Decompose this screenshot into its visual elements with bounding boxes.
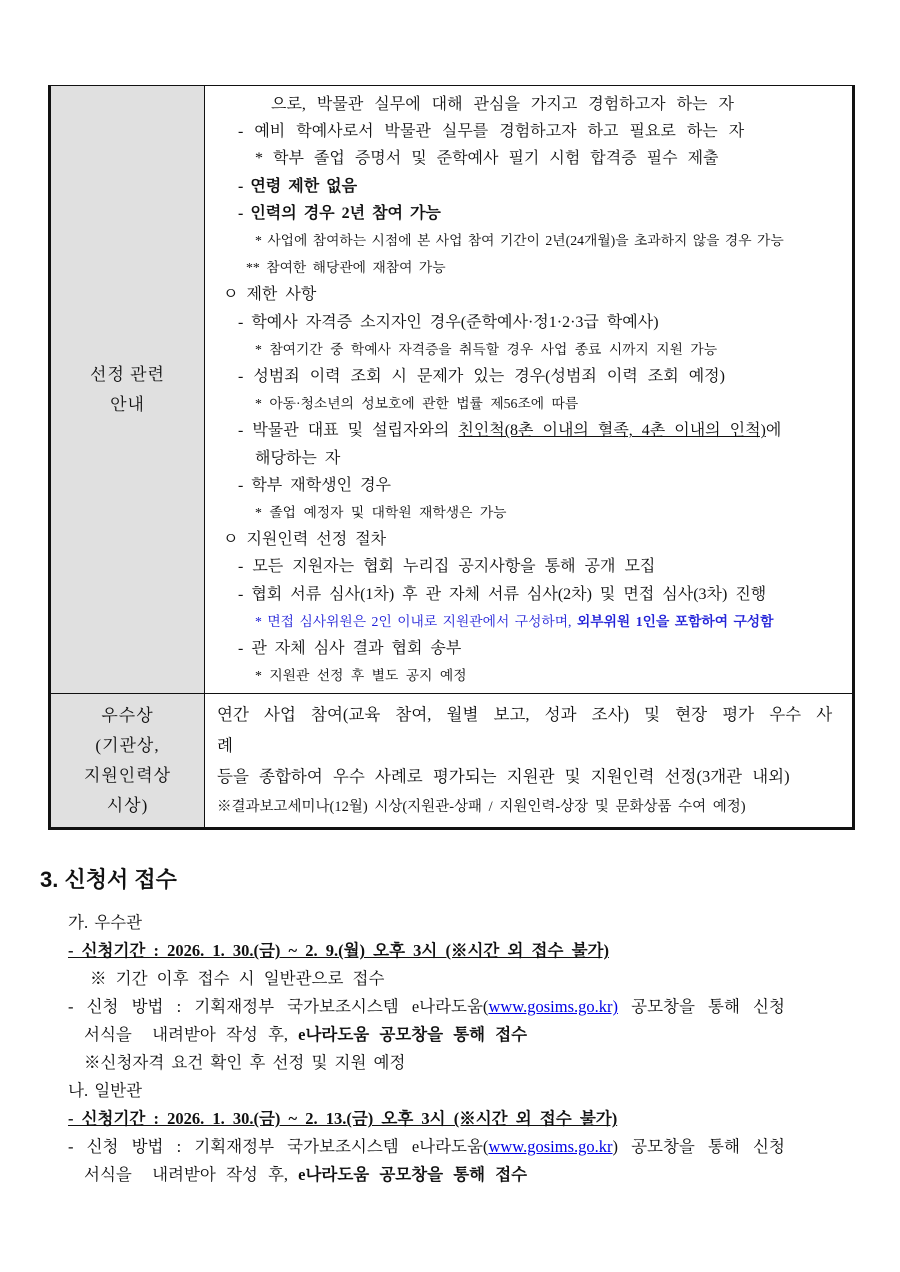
text-line — [215, 608, 844, 635]
text-segment: 등을 종합하여 우수 사례로 평가되는 지원관 및 지원인력 선정(3개관 내외) — [217, 767, 790, 787]
text-segment: e나라도움 공모창을 통해 접수 — [298, 1165, 528, 1185]
text-line — [215, 91, 844, 118]
award-content — [205, 694, 854, 829]
text-segment: - 신청기간 : 2026. 1. 30.(금) ~ 2. 9.(월) 오후 3시 (※시간 외 접수 불가) — [68, 941, 609, 961]
text-line — [215, 363, 844, 390]
text-line — [40, 1021, 856, 1049]
table-row-award — [50, 694, 854, 829]
text-segment: 친인척(8촌 이내의 혈족, 4촌 이내의 인척) — [458, 422, 766, 440]
section-title: 3. 신청서 접수 — [40, 867, 177, 893]
section-body — [40, 909, 856, 1189]
text-segment: - 연령 제한 없음 — [238, 177, 358, 195]
text-segment: - 신청 방법 : 기획재정부 국가보조시스템 e나라도움( — [68, 1137, 489, 1157]
text-segment: * 면접 심사위원은 2인 이내로 지원관에서 구성하며, — [255, 613, 577, 629]
text-line — [40, 993, 856, 1021]
row-header-line: 안내 — [110, 394, 145, 414]
text-segment: ㅇ 제한 사항 — [223, 286, 317, 304]
gosims-link[interactable]: www.gosims.go.kr — [488, 1137, 613, 1157]
text-line — [40, 1161, 856, 1189]
text-segment: * 참여기간 중 학예사 자격증을 취득할 경우 사업 종료 시까지 지원 가능 — [255, 341, 718, 357]
text-line — [215, 662, 844, 689]
text-segment: 가. 우수관 — [68, 913, 143, 933]
text-segment: - 관 자체 심사 결과 협회 송부 — [238, 640, 462, 658]
text-segment: 에 — [765, 422, 782, 440]
row-header-line: 시상) — [106, 795, 149, 815]
application-section — [0, 863, 900, 1189]
text-segment: * 졸업 예정자 및 대학원 재학생은 가능 — [255, 505, 507, 521]
text-line — [215, 254, 844, 281]
text-segment: - 학예사 자격증 소지자인 경우(준학예사·정1·2·3급 학예사) — [238, 313, 659, 331]
text-segment: * 학부 졸업 증명서 및 준학예사 필기 시험 합격증 필수 제출 — [255, 150, 719, 168]
text-segment: 나. 일반관 — [68, 1081, 143, 1101]
text-segment: e나라도움 공모창을 통해 접수 — [298, 1025, 528, 1045]
text-line — [215, 200, 844, 227]
text-line — [215, 173, 844, 200]
text-line — [215, 281, 844, 308]
text-segment: * 지원관 선정 후 별도 공지 예정 — [255, 668, 467, 684]
text-segment: 서식을 내려받아 작성 후, — [84, 1025, 299, 1045]
text-line — [215, 499, 844, 526]
text-line — [40, 937, 856, 965]
text-segment: ※ 기간 이후 접수 시 일반관으로 접수 — [90, 969, 385, 989]
text-segment: ㅇ 지원인력 선정 절차 — [223, 531, 387, 549]
text-segment: * 아동·청소년의 성보호에 관한 법률 제56조에 따름 — [255, 396, 579, 412]
text-segment: ** 참여한 해당관에 재참여 가능 — [246, 260, 446, 276]
text-segment: 외부위원 1인을 포함하여 구성함 — [576, 613, 774, 629]
text-segment: - 예비 학예사로서 박물관 실무를 경험하고자 하고 필요로 하는 자 — [238, 123, 745, 141]
text-line — [215, 472, 844, 499]
text-segment: 으로, 박물관 실무에 대해 관심을 가지고 경험하고자 하는 자 — [271, 96, 734, 113]
text-segment: - 모든 지원자는 협회 누리집 공지사항을 통해 공개 모집 — [238, 558, 656, 576]
text-line — [215, 761, 844, 792]
text-line — [215, 699, 844, 761]
text-segment: ) 공모창을 통해 신청 — [612, 1137, 785, 1157]
row-header-line: (기관상, — [95, 735, 160, 755]
text-line — [40, 1049, 856, 1077]
text-line — [215, 145, 844, 172]
text-segment: ※신청자격 요건 확인 후 선정 및 지원 예정 — [84, 1053, 406, 1073]
text-line — [215, 118, 844, 145]
selection-guide-content — [205, 86, 854, 694]
row-header-award — [50, 694, 205, 829]
gosims-link[interactable]: www.gosims.go.kr) — [488, 997, 618, 1017]
text-segment: - 신청 방법 : 기획재정부 국가보조시스템 e나라도움( — [68, 997, 489, 1017]
text-segment: 공모창을 통해 신청 — [618, 997, 785, 1017]
text-line — [215, 553, 844, 580]
text-segment: - 박물관 대표 및 설립자와의 — [238, 422, 459, 440]
row-header-line: 우수상 — [101, 705, 154, 725]
text-line — [215, 526, 844, 553]
text-segment: - 협회 서류 심사(1차) 후 관 자체 서류 심사(2차) 및 면접 심사(3차) 진행 — [238, 585, 767, 603]
text-segment: 해당하는 자 — [255, 449, 341, 467]
selection-info-table — [48, 85, 855, 830]
text-line — [215, 336, 844, 363]
text-segment: - 신청기간 : 2026. 1. 30.(금) ~ 2. 13.(금) 오후 3시 (※시간 외 접수 불가) — [68, 1109, 618, 1129]
table-row-selection-guide — [50, 86, 854, 694]
row-header-selection-guide — [50, 86, 205, 694]
text-line — [215, 390, 844, 417]
text-segment: 서식을 내려받아 작성 후, — [84, 1165, 299, 1185]
text-segment: - 학부 재학생인 경우 — [238, 476, 391, 494]
text-segment: ※결과보고세미나(12월) 시상(지원관-상패 / 지원인력-상장 및 문화상품 수여 예정) — [217, 799, 746, 816]
text-line — [40, 965, 856, 993]
text-line — [40, 909, 856, 937]
text-line — [215, 417, 844, 444]
text-line — [215, 227, 844, 254]
text-line — [215, 445, 844, 472]
text-line — [215, 309, 844, 336]
text-line — [40, 1077, 856, 1105]
text-segment: * 사업에 참여하는 시점에 본 사업 참여 기간이 2년(24개월)을 초과하지 않을 경우 가능 — [255, 233, 784, 249]
text-line — [40, 1133, 856, 1161]
text-segment: 연간 사업 참여(교육 참여, 월별 보고, 성과 조사) 및 현장 평가 우수 사례 — [217, 705, 833, 756]
row-header-line: 지원인력상 — [83, 765, 172, 785]
text-line — [215, 635, 844, 662]
text-segment: - 인력의 경우 2년 참여 가능 — [238, 204, 441, 222]
text-segment: - 성범죄 이력 조회 시 문제가 있는 경우(성범죄 이력 조회 예정) — [238, 368, 725, 386]
text-line — [40, 1105, 856, 1133]
text-line — [215, 792, 844, 823]
text-line — [215, 581, 844, 608]
row-header-line: 선정 관련 — [90, 364, 165, 384]
